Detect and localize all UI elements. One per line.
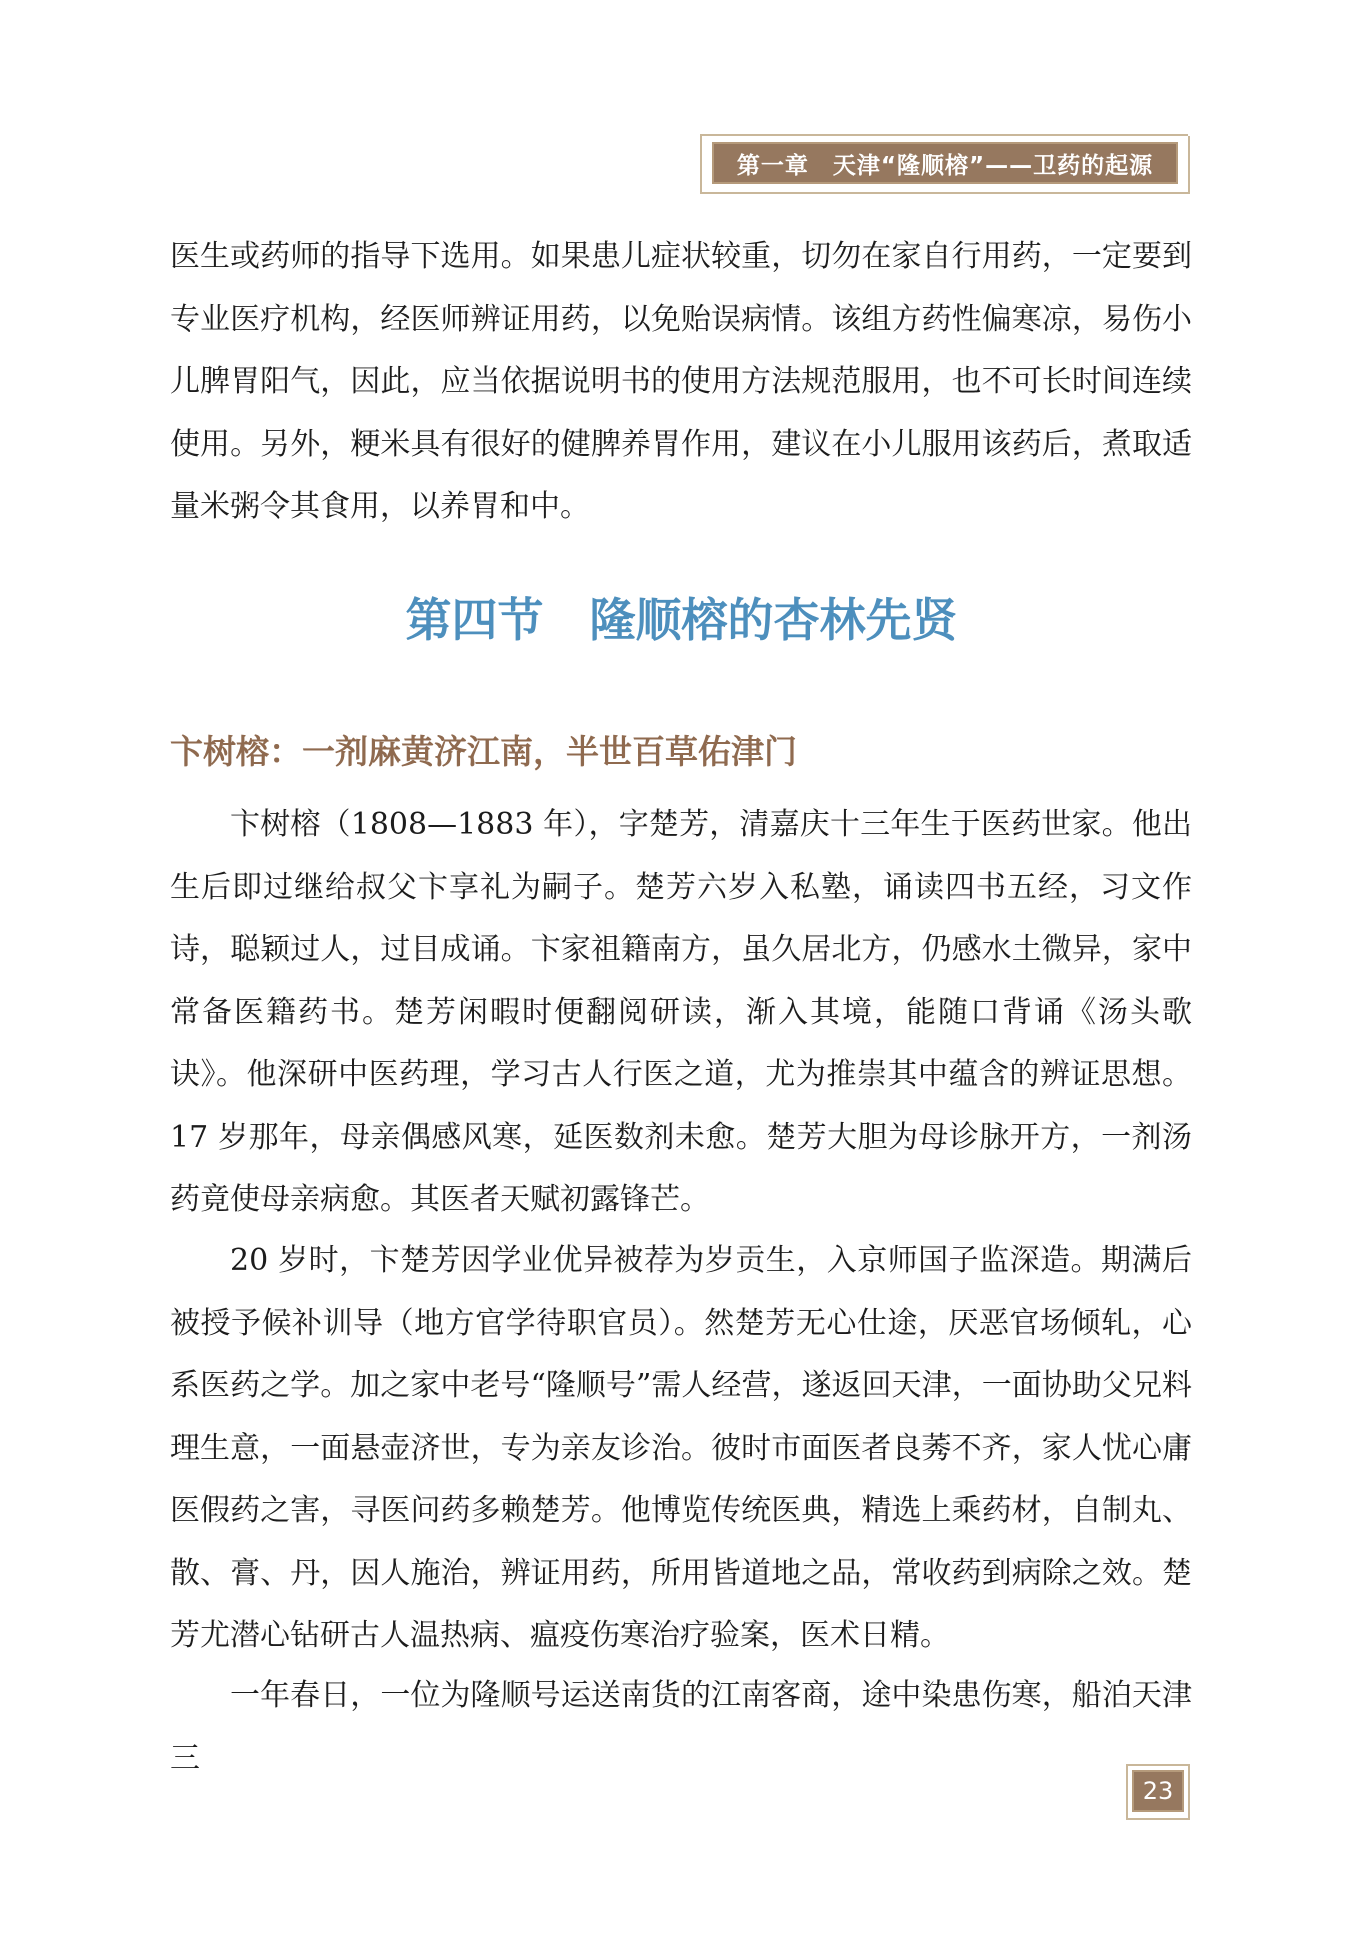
page-number: 23 <box>1142 1777 1174 1805</box>
running-header <box>712 142 1178 184</box>
running-header-title: 第一章 天津“隆顺榕”——卫药的起源 <box>736 152 1154 179</box>
paragraph-biography-career: 20 岁时，卞楚芳因学业优异被荐为岁贡生，入京师国子监深造。期满后被授予候补训导（地方官学待职官员）。然楚芳无心仕途，厌恶官场倾轧，心系医药之学。加之家中老号“隆顺号”需人经营，遂返回天津，一面协助父兄料理生意，一面悬壶济世，专为亲友诊治。彼时市面医者良莠不齐，家人忧心庸医假药之害，寻医问药多赖楚芳。他博览传统医典，精选上乘药材，自制丸、散、膏、丹，因人施治，辨证用药，所用皆道地之品，常收药到病除之效。楚芳尤潜心钻研古人温热病、瘟疫伤寒治疗验案，医术日精。 <box>170 1243 1192 1653</box>
paragraph-biography-intro: 卞树榕（1808—1883 年），字楚芳，清嘉庆十三年生于医药世家。他出生后即过继给叔父卞享礼为嗣子。楚芳六岁入私塾，诵读四书五经，习文作诗，聪颖过人，过目成诵。卞家祖籍南方，虽久居北方，仍感水土微异，家中常备医籍药书。楚芳闲暇时便翻阅研读，渐入其境，能随口背诵《汤头歌诀》。他深研中医药理，学习古人行医之道，尤为推崇其中蕴含的辨证思想。17 岁那年，母亲偶感风寒，延医数剂未愈。楚芳大胆为母诊脉开方，一剂汤药竟使母亲病愈。其医者天赋初露锋芒。 <box>170 807 1192 1217</box>
page-number-rule <box>1126 1818 1190 1820</box>
section-title: 第四节 隆顺榕的杏林先贤 <box>405 593 958 647</box>
page-number-badge <box>1132 1770 1184 1812</box>
paragraph-biography-story: 一年春日，一位为隆顺号运送南货的江南客商，途中染患伤寒，船泊天津三 <box>170 1678 1192 1776</box>
subsection-title: 卞树榕：一剂麻黄济江南，半世百草佑津门 <box>170 732 797 771</box>
paragraph-continued: 医生或药师的指导下选用。如果患儿症状较重，切勿在家自行用药，一定要到专业医疗机构，经医师辨证用药，以免贻误病情。该组方药性偏寒凉，易伤小儿脾胃阳气，因此，应当依据说明书的使用方法规范服用，也不可长时间连续使用。另外，粳米具有很好的健脾养胃作用，建议在小儿服用该药后，煮取适量米粥令其食用，以养胃和中。 <box>170 239 1192 524</box>
